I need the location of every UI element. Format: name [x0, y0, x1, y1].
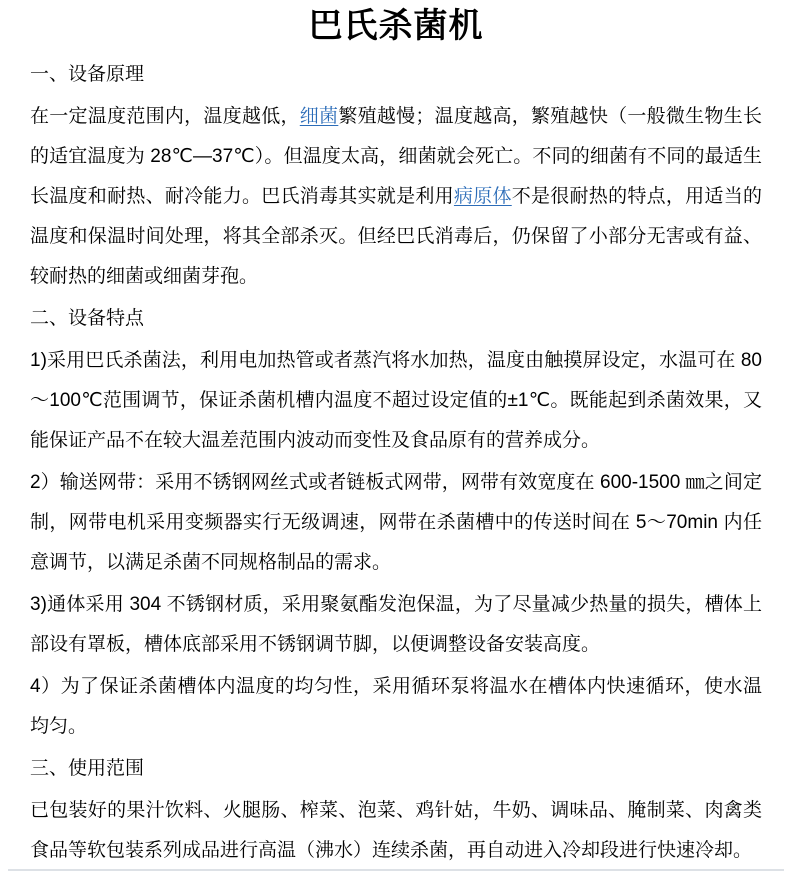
- inline-hyperlink[interactable]: 细菌: [299, 106, 339, 127]
- paragraph: [30, 585, 762, 665]
- document-body: [0, 55, 792, 871]
- section-heading: 二、设备特点: [30, 308, 145, 329]
- text-run: 已包装好的果汁饮料、火腿肠、榨菜、泡菜、鸡针姑，牛奶、调味品、腌制菜、肉禽类食品等软包装系列成品进行高温（沸水）连续杀菌，再自动进入冷却段进行快速冷却。: [30, 800, 762, 861]
- section-heading: 三、使用范围: [30, 758, 145, 779]
- text-run: 4）为了保证杀菌槽体内温度的均匀性，采用循环泵将温水在槽体内快速循环，使水温均匀。: [30, 676, 762, 737]
- paragraph: [30, 97, 762, 297]
- text-run: 繁殖越慢；温度越高，繁殖越快（一般微生物生长的适宜温度为 28℃—37℃）。但温度太高，细菌就会死亡。不同的细菌有不同的最适生长温度和耐热、耐冷能力。巴氏消毒其实就是利用: [30, 106, 762, 207]
- document-title: 巴氏杀菌机: [308, 7, 484, 45]
- paragraph: [30, 463, 762, 583]
- text-run: 1)采用巴氏杀菌法，利用电加热管或者蒸汽将水加热，温度由触摸屏设定，水温可在 80～100℃范围调节，保证杀菌机槽内温度不超过设定值的±1℃。既能起到杀菌效果，又能保证产品不在较大温差范围内波动而变性及食品原有的营养成分。: [30, 350, 762, 451]
- section-heading: 一、设备原理: [30, 64, 145, 85]
- paragraph: [30, 341, 762, 461]
- inline-hyperlink[interactable]: 病原体: [453, 186, 512, 207]
- paragraph: [30, 667, 762, 747]
- text-run: 3)通体采用 304 不锈钢材质，采用聚氨酯发泡保温，为了尽量减少热量的损失，槽体上部设有罩板，槽体底部采用不锈钢调节脚，以便调整设备安装高度。: [30, 594, 762, 655]
- paragraph: [30, 791, 762, 871]
- text-run: 2）输送网带：采用不锈钢网丝式或者链板式网带，网带有效宽度在 600-1500 ㎜之间定制，网带电机采用变频器实行无级调速，网带在杀菌槽中的传送时间在 5～70min 内任意调节，以满足杀菌不同规格制品的需求。: [30, 472, 762, 573]
- page-bottom-divider: [8, 869, 784, 871]
- text-run: 不是很耐热的特点，用适当的温度和保温时间处理，将其全部杀灭。但经巴氏消毒后，仍保留了小部分无害或有益、较耐热的细菌或细菌芽孢。: [30, 186, 762, 287]
- text-run: 在一定温度范围内，温度越低，: [30, 106, 300, 127]
